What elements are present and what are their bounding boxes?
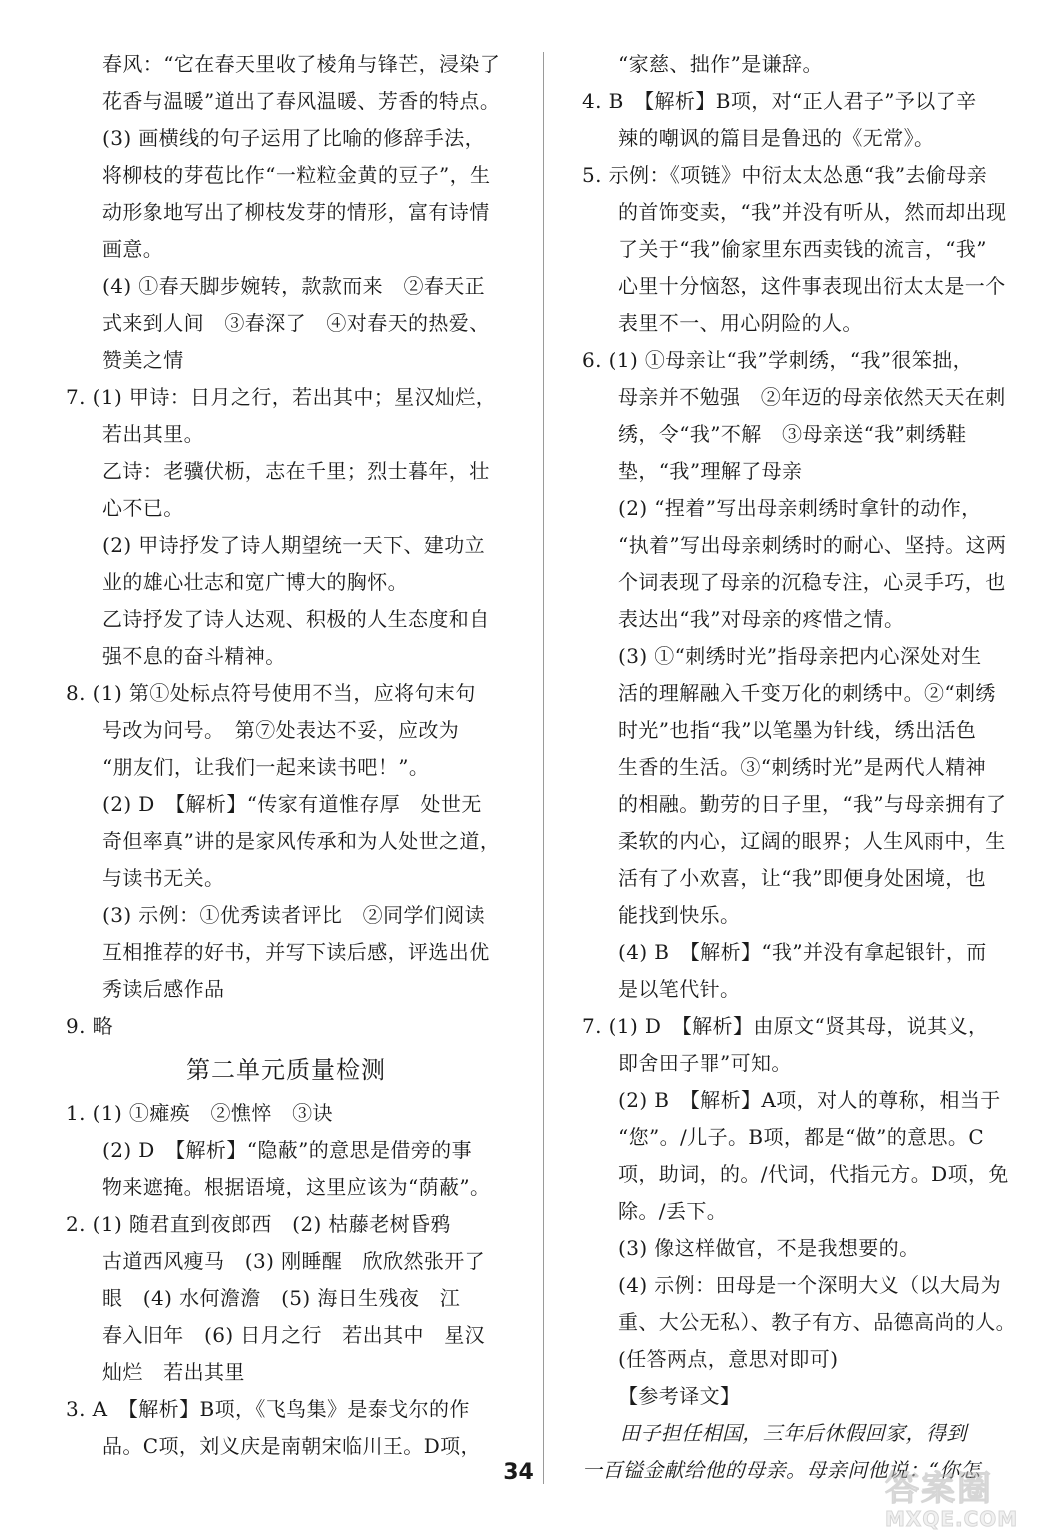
answer-line: (2) “捏着”写出母亲刺绣时拿针的动作， [618,496,982,520]
answer-line: 式来到人间 ③春深了 ④对春天的热爱、 [102,311,490,335]
answer-line: (4) ①春天脚步婉转，款款而来 ②春天正 [102,274,486,298]
answer-line: 春风：“它在春天里收了棱角与锋芒，浸染了 [102,52,501,76]
answer-line: 画意。 [102,237,164,261]
answer-line: (2) D 【解析】“隐蔽”的意思是借旁的事 [102,1138,472,1162]
answer-line: 眼 (4) 水何澹澹 (5) 海日生残夜 江 [102,1286,461,1310]
answer-line: 的首饰变卖，“我”并没有听从，然而却出现 [618,200,1007,224]
answer-line: 赞美之情 [102,348,184,372]
answer-line: (任答两点，意思对即可) [618,1347,839,1371]
answer-line: 秀读后感作品 [102,977,225,1001]
answer-line: 1. (1) ①瘫痪 ②憔悴 ③诀 [66,1101,333,1125]
answer-line: 6. (1) ①母亲让“我”学刺绣，“我”很笨拙， [582,348,974,372]
answer-line: 柔软的内心，辽阔的眼界；人生风雨中，生 [618,829,1006,853]
left-column [66,46,506,1465]
answer-line: (3) 画横线的句子运用了比喻的修辞手法， [102,126,486,150]
answer-line: 【参考译文】 [618,1384,741,1408]
answer-line: 母亲并不勉强 ②年迈的母亲依然天天在刺 [618,385,1006,409]
translation-line: 田子担任相国，三年后休假回家，得到 [620,1421,967,1445]
answer-line: 垫，“我”理解了母亲 [618,459,803,483]
answer-line: “朋友们，让我们一起来读书吧！”。 [102,755,430,779]
answer-line: 7. (1) D 【解析】由原文“贤其母，说其义， [582,1014,989,1038]
answer-line: 奇但率真”讲的是家风传承和为人处世之道， [102,829,501,853]
answer-line: (4) 示例：田母是一个深明大义（以大局为 [618,1273,1002,1297]
answer-line: 绣，令“我”不解 ③母亲送“我”刺绣鞋 [618,422,967,446]
answer-line: “家慈、拙作”是谦辞。 [618,52,823,76]
answer-line: 春入旧年 (6) 日月之行 若出其中 星汉 [102,1323,486,1347]
answer-line: 重、大公无私）、教子有方、品德高尚的人。 [618,1310,1016,1334]
answer-line: 强不息的奋斗精神。 [102,644,286,668]
answer-line: 4. B 【解析】B项，对“正人君子”予以了辛 [582,89,977,113]
answer-line: (3) 像这样做官，不是我想要的。 [618,1236,920,1260]
answer-line: 能找到快乐。 [618,903,741,927]
answer-line: 即舍田子罪”可知。 [618,1051,792,1075]
watermark-logo: 答案圈 MXQE.COM [885,1469,1019,1531]
answer-line: 活的理解融入千变万化的刺绣中。②“刺绣 [618,681,996,705]
answer-line: 心里十分恼怒，这件事表现出衍太太是一个 [618,274,1006,298]
answer-line: (2) B 【解析】A项，对人的尊称，相当于 [618,1088,1001,1112]
answer-line: 互相推荐的好书，并写下读后感，评选出优 [102,940,490,964]
answer-line: 灿烂 若出其里 [102,1360,245,1384]
answer-line: 动形象地写出了柳枝发芽的情形，富有诗情 [102,200,490,224]
answer-line: 乙诗：老骥伏枥，志在千里；烈士暮年，壮 [102,459,490,483]
answer-line: (2) 甲诗抒发了诗人期望统一天下、建功立 [102,533,486,557]
answer-line: 业的雄心壮志和宽广博大的胸怀。 [102,570,408,594]
page-number: 34 [503,1460,534,1485]
answer-line: 物来遮掩。根据语境，这里应该为“荫蔽”。 [102,1175,491,1199]
answer-line: “您”。/儿子。B项，都是“做”的意思。C [618,1125,985,1149]
answer-line: 辣的嘲讽的篇目是鲁迅的《无常》。 [618,126,935,150]
answer-line: 表里不一、用心阴险的人。 [618,311,863,335]
answer-line: (3) ①“刺绣时光”指母亲把内心深处对生 [618,644,982,668]
answer-line: 5. 示例：《项链》中衍太太怂恿“我”去偷母亲 [582,163,988,187]
answer-line: 花香与温暖”道出了春风温暖、芳香的特点。 [102,89,501,113]
answer-line: (2) D 【解析】“传家有道惟存厚 处世无 [102,792,482,816]
answer-line: 3. A 【解析】B项，《飞鸟集》是泰戈尔的作 [66,1397,470,1421]
answer-line: 时光”也指“我”以笔墨为针线，绣出活色 [618,718,977,742]
answer-line: 除。/丢下。 [618,1199,728,1223]
answer-line: 乙诗抒发了诗人达观、积极的人生态度和自 [102,607,490,631]
translation-line: 一百镒金献给他的母亲。母亲问他说：“你怎 [582,1458,981,1482]
answer-line: 品。C项，刘义庆是南朝宋临川王。D项， [102,1434,481,1458]
answer-line: 项，助词，的。/代词，代指元方。D项，免 [618,1162,1009,1186]
answer-line: “执着”写出母亲刺绣时的耐心、坚持。这两 [618,533,1007,557]
answer-line: 生香的生活。③“刺绣时光”是两代人精神 [618,755,987,779]
answer-line: 2. (1) 随君直到夜郎西 (2) 枯藤老树昏鸦 [66,1212,451,1236]
answer-line: (4) B 【解析】“我”并没有拿起银针，而 [618,940,987,964]
answer-line: 与读书无关。 [102,866,225,890]
answer-line: 了关于“我”偷家里东西卖钱的流言，“我” [618,237,987,261]
answer-line: (3) 示例：①优秀读者评比 ②同学们阅读 [102,903,486,927]
answer-line: 心不已。 [102,496,184,520]
answer-line: 7. (1) 甲诗：日月之行，若出其中；星汉灿烂， [66,385,497,409]
answer-line: 9. 略 [66,1014,114,1038]
answer-line: 个词表现了母亲的沉稳专注，心灵手巧，也 [618,570,1006,594]
section-heading: 第二单元质量检测 [186,1056,386,1084]
column-divider [543,52,544,1484]
answer-line: 古道西风瘦马 (3) 刚睡醒 欣欣然张开了 [102,1249,486,1273]
answer-line: 将柳枝的芽苞比作“一粒粒金黄的豆子”，生 [102,163,491,187]
answer-line: 8. (1) 第①处标点符号使用不当，应将句末句 [66,681,476,705]
answer-line: 表达出“我”对母亲的疼惜之情。 [618,607,905,631]
right-column [582,46,1016,1489]
answer-line: 活有了小欢喜，让“我”即便身处困境，也 [618,866,987,890]
answer-line: 是以笔代针。 [618,977,741,1001]
answer-line: 号改为问号。 第⑦处表达不妥，应改为 [102,718,460,742]
answer-line: 若出其里。 [102,422,204,446]
answer-line: 的相融。勤劳的日子里，“我”与母亲拥有了 [618,792,1007,816]
